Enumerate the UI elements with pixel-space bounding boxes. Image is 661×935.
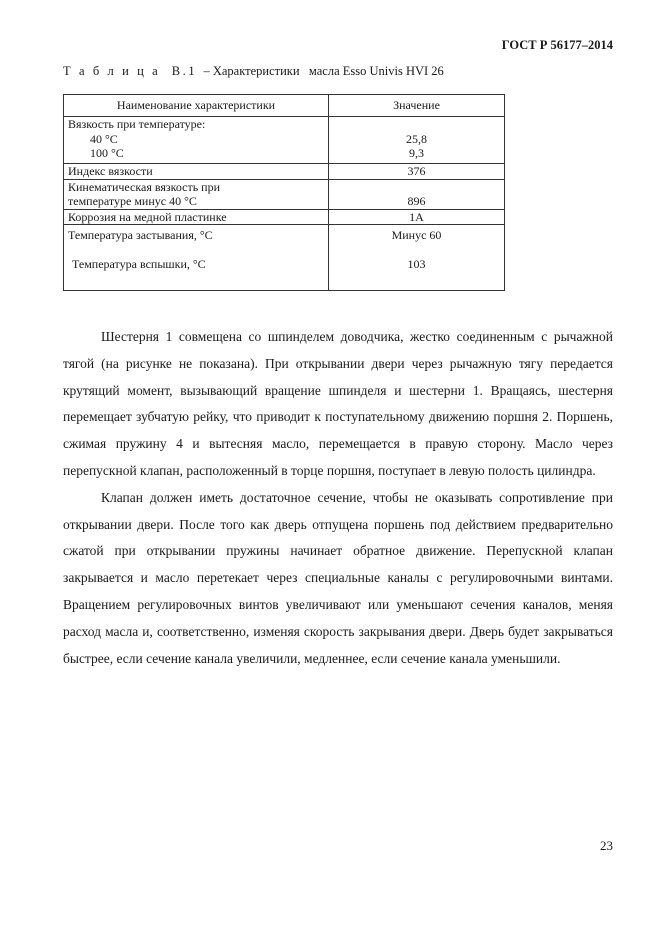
temp-100-label: 100 °С	[90, 146, 124, 160]
table-caption-label: Т а б л и ц а В.1	[63, 64, 198, 78]
table-row	[64, 179, 505, 209]
temperature-cell	[64, 225, 329, 291]
vi-value: 376	[329, 164, 505, 180]
table-caption-text: – Характеристики масла Esso Univis HVI 26	[197, 64, 444, 78]
paragraph-2: Клапан должен иметь достаточное сечение, чтобы не оказывать сопротивление при открывании двери. После того как дверь отпущена поршень под действием предварительно сжатой при открывании пружины начинает обратное движение. Перепускной клапан закрывается и масло перетекает через специальные каналы с регулировочными винтами. Вращением регулировочных винтов увеличивают или уменьшают сечения каналов, меняя расход масла и, соответственно, изменяя скорость закрывания двери. Дверь будет закрываться быстрее, если сечение канала увеличили, медленнее, если сечение канала уменьшили.	[63, 489, 613, 666]
temperature-values	[329, 225, 505, 291]
flash-point-label: Температура вспышки, °С	[72, 257, 206, 271]
paragraph-1: Шестерня 1 совмещена со шпинделем доводчика, жестко соединенным с рычажной тягой (на рисунке не показана). При открывании двери через рычажную тягу передается крутящий момент, вызывающий вращение шпинделя и шестерни 1. Вращаясь, шестерня перемещает зубчатую рейку, что приводит к поступательному движению поршня 2. Поршень, сжимая пружину 4 и вытесняя масло, перемещается в правую сторону. Масло через перепускной клапан, расположенный в торце поршня, поступает в левую полость цилиндра.	[63, 329, 613, 478]
vi-label: Индекс вязкости	[64, 164, 329, 180]
body-text	[63, 324, 613, 672]
viscosity-40-value: 25,8	[406, 131, 427, 146]
document-code: ГОСТ Р 56177–2014	[501, 38, 613, 52]
table-header-row	[64, 95, 505, 117]
kinematic-cell	[64, 179, 329, 209]
header-value: Значение	[329, 95, 505, 117]
pour-point-label: Температура застывания, °С	[68, 228, 213, 242]
header-name: Наименование характеристики	[64, 95, 329, 117]
kinematic-label-line1: Кинематическая вязкость при	[68, 179, 221, 194]
table-row	[64, 164, 505, 180]
viscosity-cell	[64, 117, 329, 164]
pour-point-value: Минус 60	[391, 228, 442, 242]
viscosity-100-value: 9,3	[409, 146, 424, 160]
flash-point-value: 103	[407, 257, 426, 271]
table-row	[64, 225, 505, 291]
temp-40-label: 40 °С	[90, 131, 118, 146]
kinematic-label-line2: температуре минус 40 °С	[68, 194, 197, 208]
viscosity-values	[329, 117, 505, 164]
table-row	[64, 209, 505, 225]
kinematic-value: 896	[329, 179, 505, 209]
table-row	[64, 117, 505, 164]
corrosion-label: Коррозия на медной пластинке	[64, 209, 329, 225]
table-caption	[63, 64, 444, 79]
characteristics-table	[63, 94, 505, 291]
corrosion-value: 1А	[329, 209, 505, 225]
viscosity-label: Вязкость при температуре:	[68, 117, 206, 131]
page-number: 23	[600, 838, 613, 853]
